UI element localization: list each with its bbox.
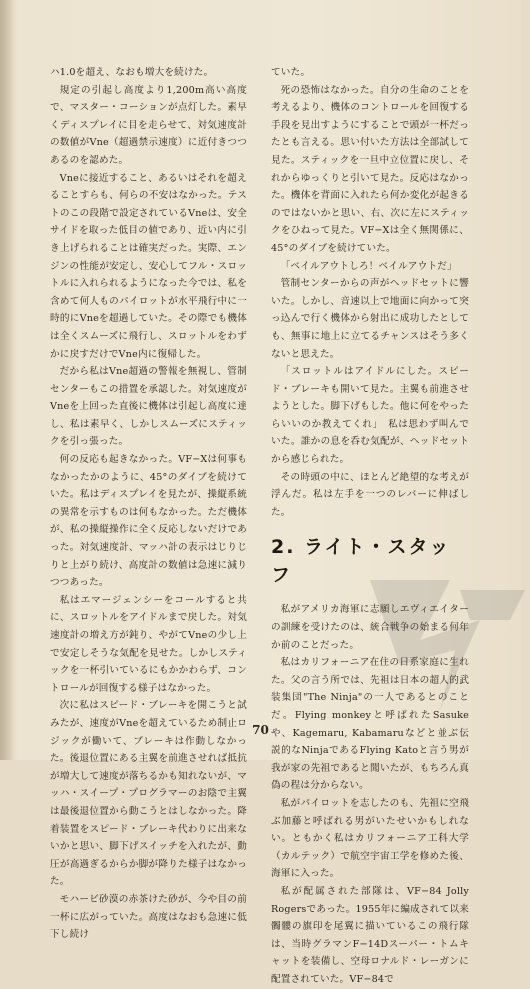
paragraph: 私がアメリカ海軍に志願しエヴィエイターの訓練を受けたのは、統合戦争の始まる何年か前のことだった。 bbox=[271, 604, 469, 651]
paragraph: 何の反応も起きなかった。VF−Xは何事もなかったかのように、45°のダイブを続けていた。私はディスプレイを見たが、操縦系統の異常を示すものは何もなかった。ただ機体が、私の操縦操作に全く反応しないだけであった。対気速度計、マッハ計の表示はじりじりと上がり続け、高度計の数値は急速に減りつつあった。 bbox=[50, 454, 247, 589]
paragraph: その時頭の中に、ほとんど絶望的な考えが浮んだ。私は左手を一つのレバーに伸ばした。 bbox=[271, 471, 469, 518]
right-column bbox=[271, 64, 469, 989]
paragraph: 規定の引起し高度より1,200m高い高度で、マスター・コーションが点灯した。素早くディスプレイに目を走らせて、対気速度計の数値がVne（超過禁示速度）に近付きつつあるのを認めた。 bbox=[50, 84, 247, 166]
paragraph: 次に私はスピード・ブレーキを開こうと試みたが、速度がVneを超えているため制止ロジックが働いて、ブレーキは作動しなかった。後退位置にある主翼を前進させれば抵抗が増大して速度が落ちるかも知れないが、マッハ・スイープ・プログラマーのお陰で主翼は最後退位置から動こうとはしなかった。降着装置をスピード・ブレーキ代わりに出来ないかと思い、脚下げスイッチを入れたが、動圧が高過ぎるからか脚が降りた様子はなかった。 bbox=[50, 700, 247, 888]
left-column bbox=[50, 64, 247, 944]
paragraph: 私はカリフォーニア在住の日系家庭に生れた。父の言う所では、先祖は日本の超人的武装集団"The Ninja"の一人であるとのことだ。Flying monkeyと呼ばれたSasuke や、Kagemaru, Kabamaruなどと並ぶ伝説的なNinjaであるFlying Katoと言う男が我が家の先祖であると聞いたが、もちろん真偽の程は分からない。 bbox=[271, 657, 469, 792]
paragraph: 私が配属された部隊は、VF−84 Jolly Rogersであった。1955年に編成されて以来髑髏の旗印を尾翼に描いているこの飛行隊は、当時グラマンF−14Dスーパー・トムキャットを装備し、空母ロナルド・レーガンに配置されていた。VF−84で bbox=[271, 885, 469, 985]
section-heading: 2. ライト・スタッフ bbox=[271, 536, 451, 587]
paragraph: ハ1.0を超え、なおも増大を続けた。 bbox=[50, 67, 214, 78]
paragraph: ていた。 bbox=[271, 67, 311, 78]
paragraph: 死の恐怖はなかった。自分の生命のことを考えるより、機体のコントロールを回復する手段を見出すようにすることで頭が一杯だったとも言える。思い付いた方法は全部試して見た。スティックを一旦中立位置に戻し、それからゆっくりと引いて見た。反応はなかった。機体を背面に入れたら何か変化が起きるのではないかと思い、右、次に左にスティックをひねって見た。VF−Xは全く無関係に、45°のダイブを続けていた。 bbox=[271, 84, 469, 254]
paragraph: 「ベイルアウトしろ！ベイルアウトだ」 bbox=[280, 260, 457, 272]
right-column-top-text bbox=[271, 64, 469, 521]
paragraph: 「スロットルはアイドルにした。スピード・ブレーキも開いて見た。主翼も前進させようとした。脚下げもした。他に何をやったらいいのか教えてくれ」 私は思わず叫んでいた。誰かの息を呑む気配が、ヘッドセットから感じられた。 bbox=[271, 366, 469, 466]
page-number: 70 bbox=[252, 723, 269, 737]
binding-shadow bbox=[0, 0, 14, 760]
paragraph: モハービ砂漠の赤茶けた砂が、今や目の前一杯に広がっていた。高度はなおも急速に低下し続け bbox=[50, 893, 247, 941]
right-column-bottom-text bbox=[271, 601, 469, 988]
paragraph: だから私はVne超過の警報を無視し、管制センターもこの措置を承認した。対気速度がVneを上回った直後に機体は引起し高度に達し、私は素早く、しかしスムーズにスティックを引っ張った。 bbox=[50, 366, 247, 448]
paragraph: Vneに接近すること、あるいはそれを超えることすらも、何らの不安はなかった。テストのこの段階で設定されているVneは、安全サイドを取った低目の値であり、近い内に引き上げられることは確実だった。実際、エンジンの性能が安定し、安心してフル・スロットルに入れられるようになった今では、私を含めて何人ものパイロットが水平飛行中に一時的にVneを超過していた。その際でも機体は全くスムーズに飛行し、スロットルをわずかに戻すだけでVne内に復帰した。 bbox=[50, 172, 247, 360]
paragraph: 私がパイロットを志したのも、先祖に空飛ぶ加藤と呼ばれる男がいたせいかもしれない。ともかく私はカリフォーニア工科大学（カルテック）で航空宇宙工学を修めた後、海軍に入った。 bbox=[271, 797, 469, 880]
paragraph: 私はエマージェンシーをコールすると共に、スロットルをアイドルまで戻した。対気速度計の増え方が鈍り、やがてVneの少し上で安定しそうな気配を見せた。しかしスティックを一杯引いているにもかかわらず、コントロールが回復する様子はなかった。 bbox=[50, 594, 247, 694]
paragraph: 管制センターからの声がヘッドセットに響いた。しかし、音速以上で地面に向かって突っ込んで行く機体から射出に成功したとしても、無事に地上に立てるチャンスはそう多くないと思えた。 bbox=[271, 278, 469, 360]
